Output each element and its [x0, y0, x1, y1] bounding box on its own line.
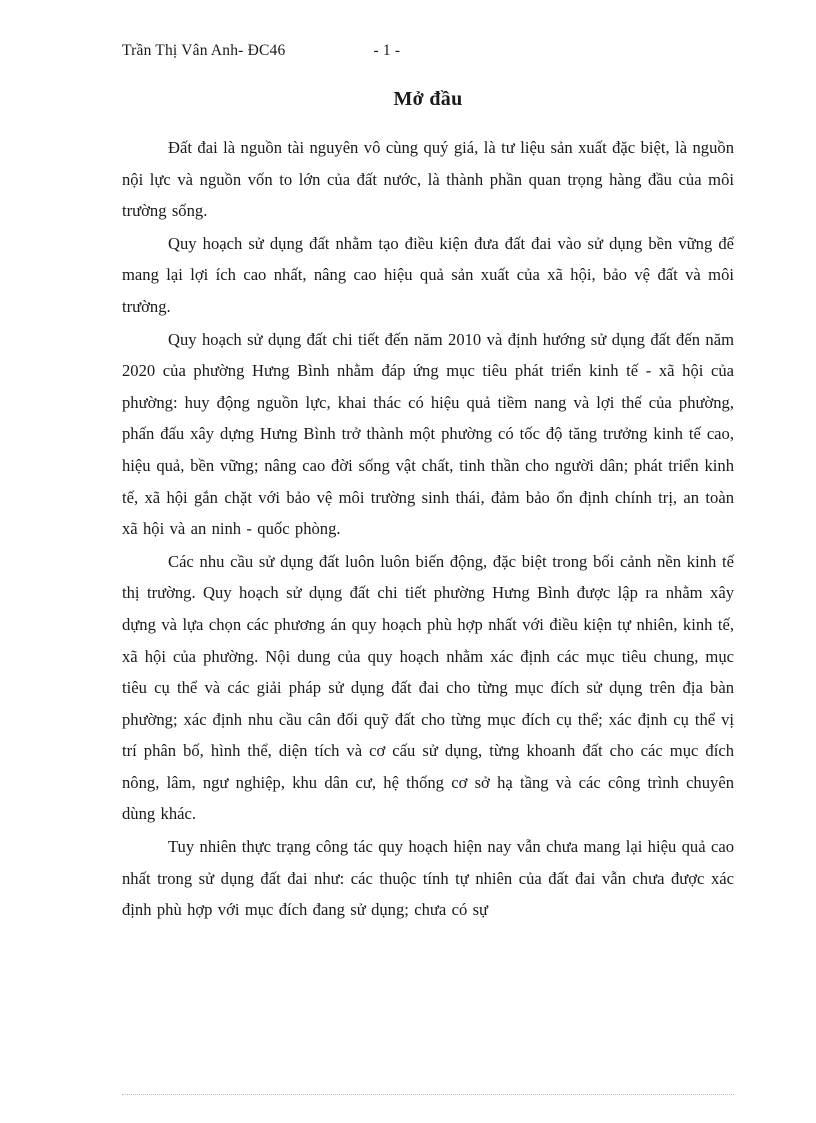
footer-divider — [122, 1094, 734, 1095]
header-author: Trần Thị Vân Anh- ĐC46 — [122, 42, 286, 59]
paragraph: Quy hoạch sử dụng đất nhằm tạo điều kiện đưa đất đai vào sử dụng bền vững để mang lại lợi ích cao nhất, nâng cao hiệu quả sản xuất của xã hội, bảo vệ đất và môi trường. — [122, 233, 734, 316]
paragraph: Đất đai là nguồn tài nguyên vô cùng quý giá, là tư liệu sản xuất đặc biệt, là nguồn nội lực và nguồn vốn to lớn của đất nước, là thành phần quan trọng hàng đầu của môi trường sống. — [122, 138, 734, 221]
paragraph: Các nhu cầu sử dụng đất luôn luôn biến động, đặc biệt trong bối cảnh nền kinh tế thị trường. Quy hoạch sử dụng đất chi tiết phường Hưng Bình được lập ra nhằm xây dựng và lựa chọn các phương án quy hoạch phù hợp nhất với điều kiện tự nhiên, kinh tế, xã hội của phường. Nội dung của quy hoạch nhằm xác định các mục tiêu chung, mục tiêu cụ thể và các giải pháp sử dụng đất đai cho từng mục đích sử dụng trên địa bàn phường; xác định nhu cầu cân đối quỹ đất cho từng mục đích cụ thể; xác định cụ thể vị trí phân bố, hình thể, diện tích và cơ cấu sử dụng, từng khoanh đất cho các mục đích nông, lâm, ngư nghiệp, khu dân cư, hệ thống cơ sở hạ tầng và các công trình chuyên dùng khác. — [122, 551, 734, 824]
header-page-number: - 1 - — [373, 42, 401, 59]
page-header — [122, 42, 732, 60]
document-body — [122, 132, 734, 927]
paragraph: Tuy nhiên thực trạng công tác quy hoạch hiện nay vẫn chưa mang lại hiệu quả cao nhất trong sử dụng đất đai như: các thuộc tính tự nhiên của đất đai vẫn chưa được xác định phù hợp với mục đích đang sử dụng; chưa có sự — [122, 837, 734, 920]
paragraph: Quy hoạch sử dụng đất chi tiết đến năm 2010 và định hướng sử dụng đất đến năm 2020 của phường Hưng Bình nhằm đáp ứng mục tiêu phát triển kinh tế - xã hội của phường: huy động nguồn lực, khai thác có hiệu quả tiềm nang và lợi thế của phường, phấn đấu xây dựng Hưng Bình trở thành một phường có tốc độ tăng trưởng kinh tế cao, hiệu quả, bền vững; nâng cao đời sống vật chất, tinh thần cho người dân; phát triển kinh tế, xã hội gắn chặt với bảo vệ môi trường sinh thái, đảm bảo ổn định chính trị, an toàn xã hội và an ninh - quốc phòng. — [122, 329, 734, 539]
page-title: Mở đầu — [393, 88, 463, 110]
